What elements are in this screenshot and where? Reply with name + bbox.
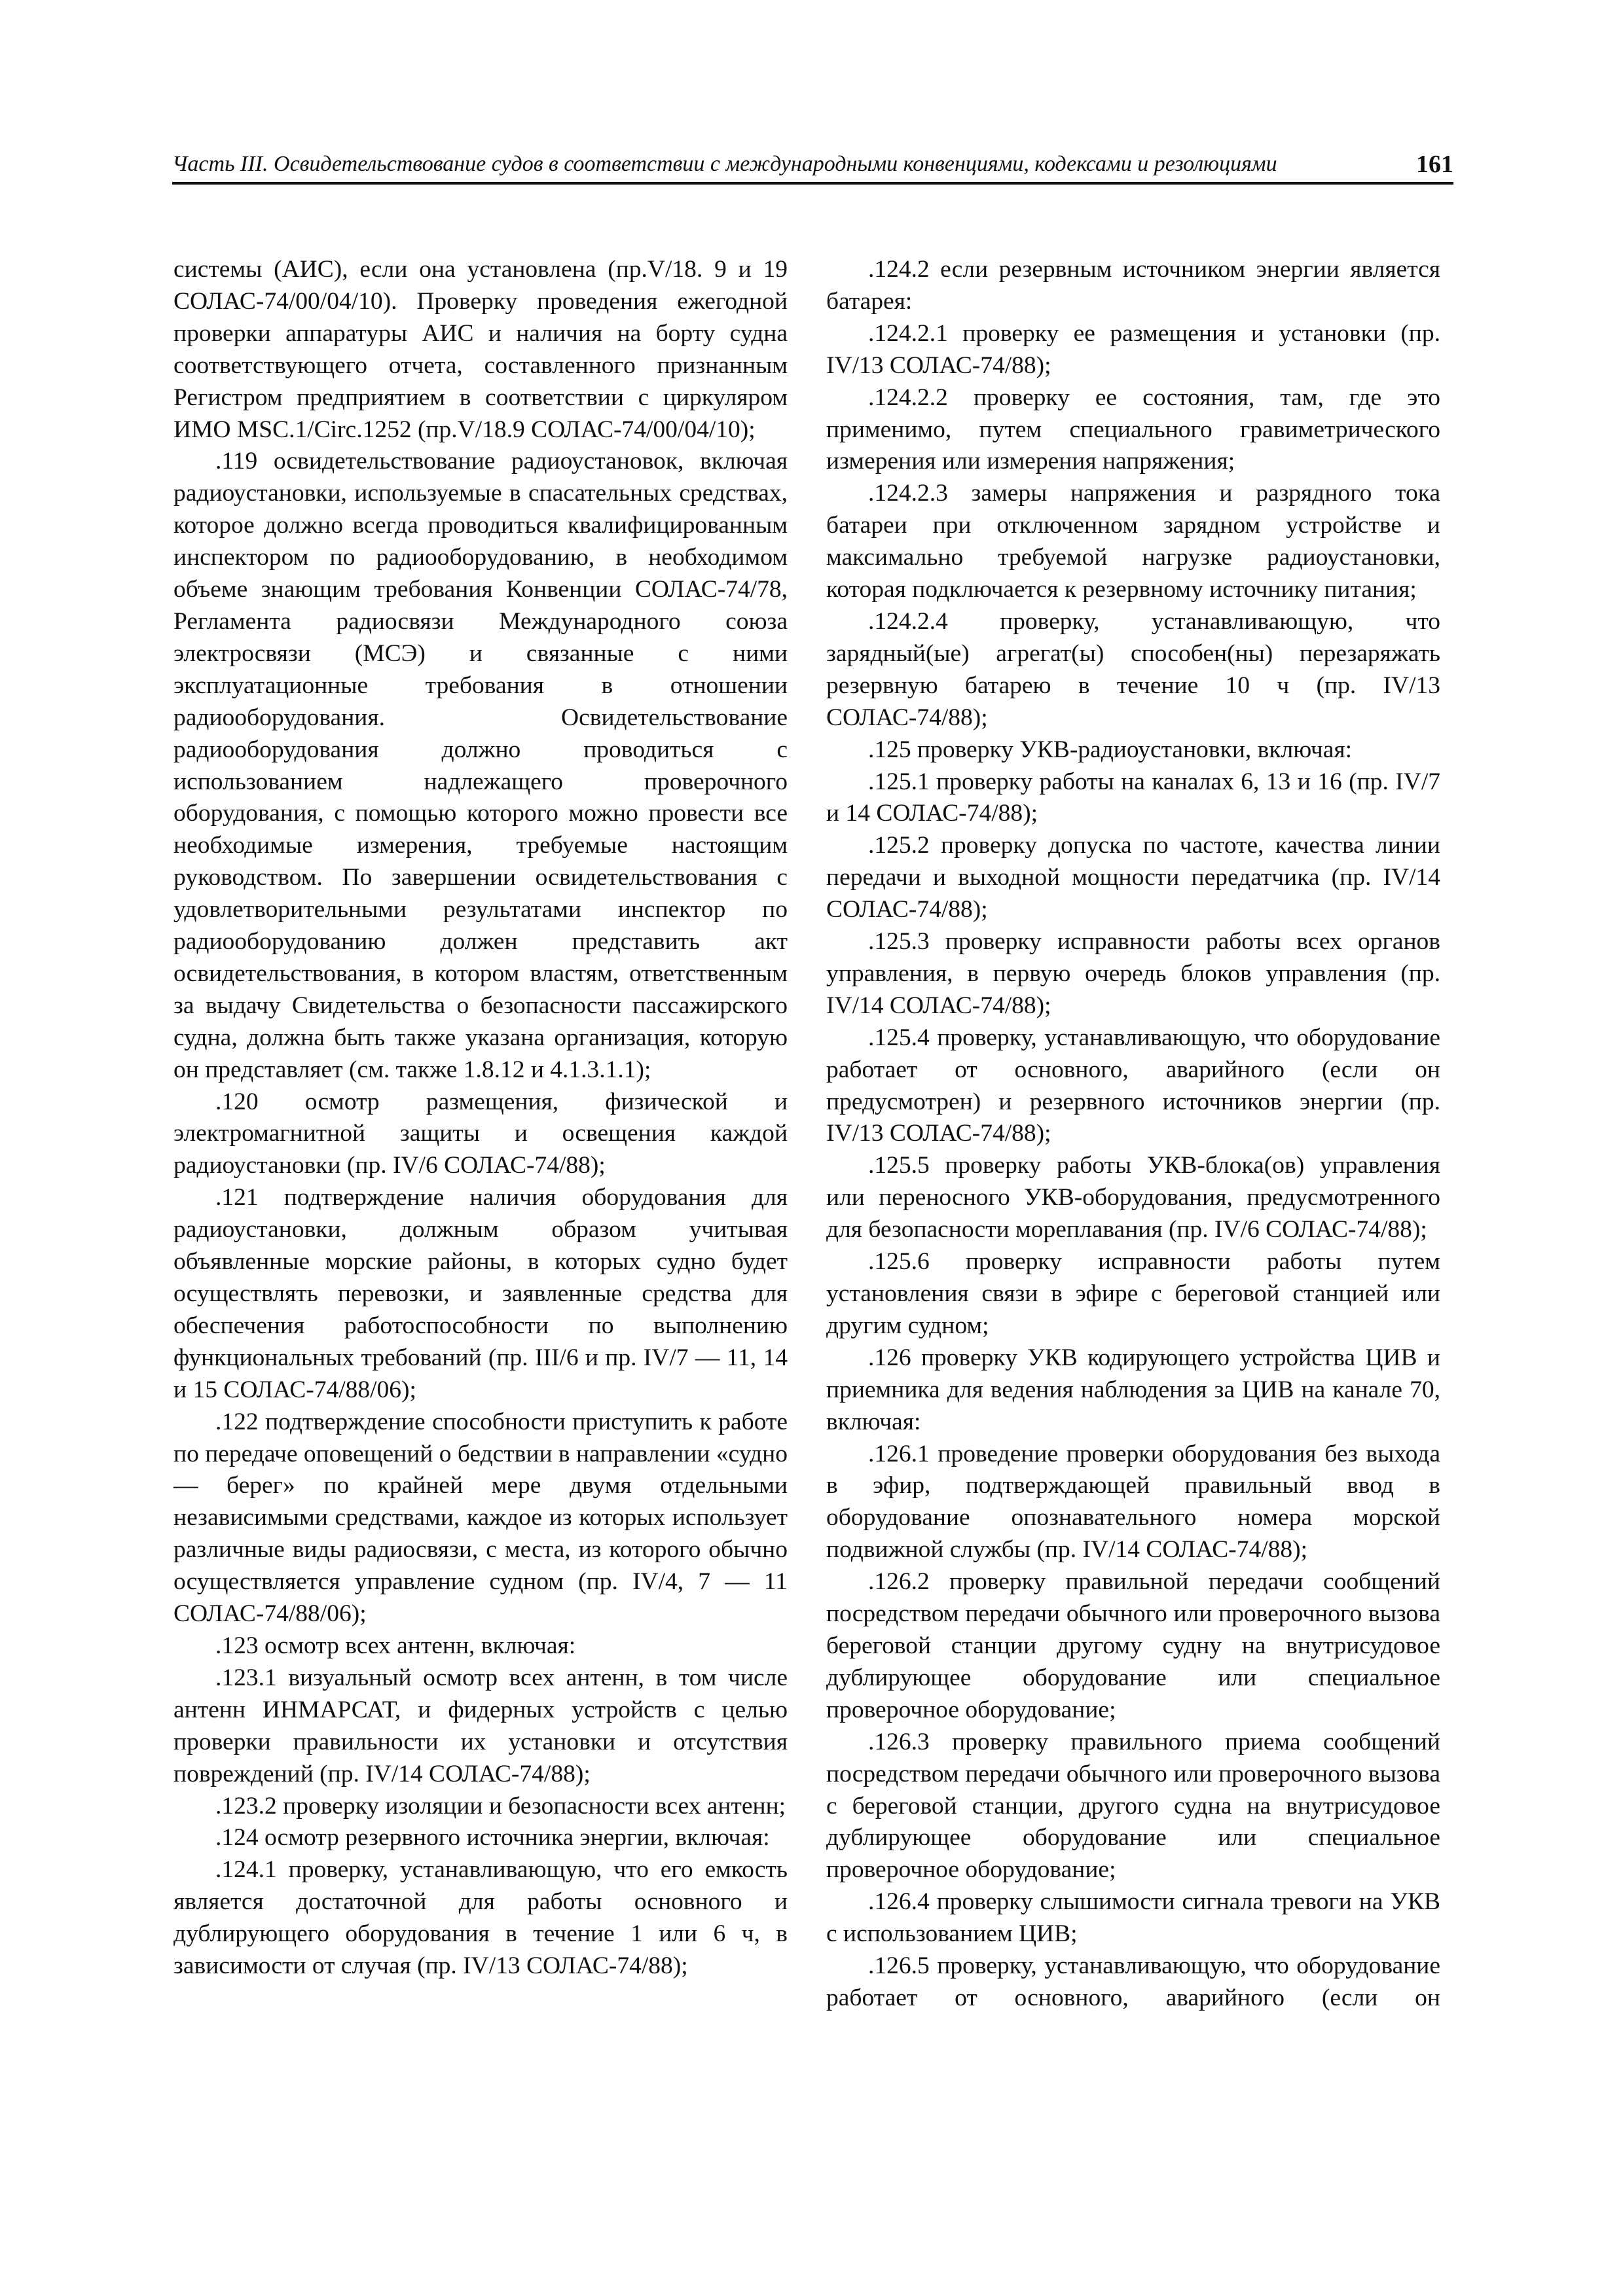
header-rule: [172, 182, 1453, 185]
paragraph: .125.1 проверку работы на каналах 6, 13 и 16 (пр. IV/7 и 14 СОЛАС-74/88);: [826, 768, 1440, 827]
paragraph: .123 осмотр всех антенн, включая:: [215, 1632, 576, 1659]
paragraph: .120 осмотр размещения, физической и электромагнитной защиты и освещения каждой радиоустановки (пр. IV/6 СОЛАС-74/88);: [173, 1088, 788, 1179]
right-column: [826, 254, 1440, 2015]
paragraph: .126 проверку УКВ кодирующего устройства ЦИВ и приемника для ведения наблюдения за ЦИВ на канале 70, включая:: [826, 1344, 1440, 1435]
paragraph: .124.2 если резервным источником энергии является батарея:: [826, 256, 1440, 315]
paragraph: .121 подтверждение наличия оборудования для радиоустановки, должным образом учитывая объявленные морские районы, в которых судно будет осуществлять перевозки, и заявленные средства для обеспечения работоспособности по выполнению функциональных требований (пр. III/6 и пр. IV/7 — 11, 14 и 15 СОЛАС-74/88/06);: [173, 1184, 788, 1403]
paragraph: .122 подтверждение способности приступить к работе по передаче оповещений о бедствии в направлении «судно — берег» по крайней мере двумя отдельными независимыми средствами, каждое из которых использует различные виды радиосвязи, с места, из которого обычно осуществляется управление судном (пр. IV/4, 7 — 11 СОЛАС-74/88/06);: [173, 1408, 788, 1628]
page-number: 161: [1416, 151, 1453, 178]
paragraph: .125.3 проверку исправности работы всех органов управления, в первую очередь блоков управления (пр. IV/14 СОЛАС-74/88);: [826, 928, 1440, 1019]
paragraph: .123.2 проверку изоляции и безопасности всех антенн;: [215, 1792, 786, 1820]
paragraph: .124 осмотр резервного источника энергии, включая:: [215, 1824, 770, 1852]
paragraph: .124.2.4 проверку, устанавливающую, что зарядный(ые) агрегат(ы) способен(ны) перезаряжать резервную батарею в течение 10 ч (пр. IV/13 СОЛАС-74/88);: [826, 607, 1440, 731]
paragraph: .123.1 визуальный осмотр всех антенн, в том числе антенн ИНМАРСАТ, и фидерных устройств с целью проверки правильности их установки и отсутствия повреждений (пр. IV/14 СОЛАС-74/88);: [173, 1664, 788, 1787]
paragraph: .125.5 проверку работы УКВ-блока(ов) управления или переносного УКВ-оборудования, предусмотренного для безопасности мореплавания (пр. IV/6 СОЛАС-74/88);: [826, 1152, 1440, 1244]
paragraph: .125 проверку УКВ-радиоустановки, включая:: [868, 736, 1353, 763]
paragraph: .126.4 проверку слышимости сигнала тревоги на УКВ с использованием ЦИВ;: [826, 1888, 1440, 1948]
paragraph: .125.6 проверку исправности работы путем установления связи в эфире с береговой станцией или другим судном;: [826, 1248, 1440, 1339]
paragraph: .124.1 проверку, устанавливающую, что его емкость является достаточной для работы основного и дублирующего оборудования в течение 1 или 6 ч, в зависимости от случая (пр. IV/13 СОЛАС-74/88);: [173, 1856, 788, 1980]
paragraph: .125.4 проверку, устанавливающую, что оборудование работает от основного, аварийного (если он предусмотрен) и резервного источников энергии (пр. IV/13 СОЛАС-74/88);: [826, 1024, 1440, 1147]
paragraph: .124.2.2 проверку ее состояния, там, где это применимо, путем специального гравиметрического измерения или измерения напряжения;: [826, 384, 1440, 475]
paragraph: .125.2 проверку допуска по частоте, качества линии передачи и выходной мощности передатчика (пр. IV/14 СОЛАС-74/88);: [826, 832, 1440, 924]
paragraph: .126.3 проверку правильного приема сообщений посредством передачи обычного или проверочного вызова с береговой станции, другого судна на внутрисудовое дублирующее оборудование или специальное проверочное оборудование;: [826, 1728, 1440, 1884]
paragraph: .124.2.1 проверку ее размещения и установки (пр. IV/13 СОЛАС-74/88);: [826, 319, 1440, 379]
paragraph: системы (АИС), если она установлена (пр.V/18. 9 и 19 СОЛАС-74/00/04/10). Проверку проведения ежегодной проверки аппаратуры АИС и наличия на борту судна соответствующего отчета, составленного признанным Регистром предприятием в соответствии с циркуляром ИМО MSC.1/Circ.1252 (пр.V/18.9 СОЛАС-74/00/04/10);: [173, 256, 788, 443]
left-column: [173, 254, 788, 1982]
paragraph: .126.2 проверку правильной передачи сообщений посредством передачи обычного или проверочного вызова береговой станции другому судну на внутрисудовое дублирующее оборудование или специальное проверочное оборудование;: [826, 1568, 1440, 1723]
paragraph: .126.5 проверку, устанавливающую, что оборудование работает от основного, аварийного (если он: [826, 1952, 1440, 2011]
paragraph: .119 освидетельствование радиоустановок, включая радиоустановки, используемые в спасательных средствах, которое должно всегда проводиться квалифицированным инспектором по радиооборудованию, в необходимом объеме знающим требования Конвенции СОЛАС-74/78, Регламента радиосвязи Международного союза электросвязи (МСЭ) и связанные с ними эксплуатационные требования в отношении радиооборудования. Освидетельствование радиооборудования должно проводиться с использованием надлежащего проверочного оборудования, с помощью которого можно провести все необходимые измерения, требуемые настоящим руководством. По завершении освидетельствования с удовлетворительными результатами инспектор по радиооборудованию должен представить акт освидетельствования, в котором властям, ответственным за выдачу Свидетельства о безопасности пассажирского судна, должна быть также указана организация, которую он представляет (см. также 1.8.12 и 4.1.3.1.1);: [173, 448, 788, 1083]
paragraph: .124.2.3 замеры напряжения и разрядного тока батареи при отключенном зарядном устройстве и максимально требуемой нагрузке радиоустановки, которая подключается к резервному источнику питания;: [826, 480, 1440, 603]
running-header: [172, 149, 1453, 179]
running-title: Часть III. Освидетельствование судов в соответствии с международными конвенциями, кодексами и резолюциями: [172, 152, 1277, 176]
paragraph: .126.1 проведение проверки оборудования без выхода в эфир, подтверждающей правильный ввод в оборудование опознавательного номера морской подвижной службы (пр. IV/14 СОЛАС-74/88);: [826, 1440, 1440, 1564]
